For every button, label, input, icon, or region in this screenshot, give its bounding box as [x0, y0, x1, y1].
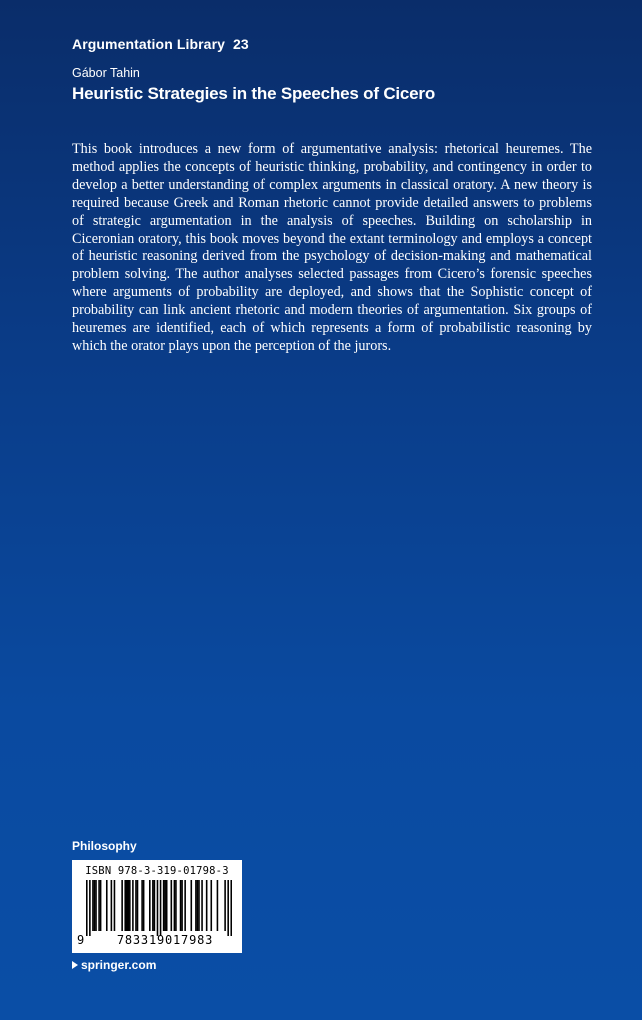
barcode-bar: [141, 880, 143, 931]
ean-first-digit: 9: [77, 933, 85, 947]
isbn-barcode: [72, 860, 242, 953]
barcode-bar: [191, 880, 193, 931]
barcode-bar: [157, 880, 159, 936]
barcode-bar: [154, 880, 156, 931]
publisher-label: springer.com: [81, 958, 157, 972]
barcode-bar: [195, 880, 197, 931]
author-name: Gábor Tahin: [72, 66, 140, 80]
barcode-bar: [111, 880, 113, 931]
barcode-bar: [89, 880, 91, 936]
barcode-bar: [152, 880, 154, 931]
barcode-bar: [129, 880, 131, 931]
barcode-bar: [206, 880, 208, 931]
barcode-bar: [121, 880, 123, 931]
barcode-bar: [98, 880, 100, 931]
barcode-bar: [166, 880, 168, 931]
barcode-bar: [184, 880, 186, 931]
series-name: Argumentation Library: [72, 36, 226, 52]
barcode-bar: [164, 880, 166, 931]
barcode-bar: [92, 880, 94, 931]
barcode-bar: [227, 880, 229, 936]
series-line: [72, 36, 249, 52]
barcode-bar: [160, 880, 162, 936]
barcode-bars: [86, 880, 232, 936]
barcode-bar: [174, 880, 176, 931]
barcode-bar: [149, 880, 151, 931]
book-title: Heuristic Strategies in the Speeches of Cicero: [72, 84, 436, 103]
barcode-bar: [201, 880, 203, 931]
barcode-bar: [124, 880, 126, 931]
barcode-bar: [224, 880, 226, 931]
barcode-bar: [106, 880, 108, 931]
publisher-link[interactable]: [72, 958, 156, 972]
barcode-bar: [127, 880, 129, 931]
barcode-bar: [94, 880, 96, 931]
barcode-bar: [198, 880, 200, 931]
barcode-bar: [95, 880, 97, 931]
barcode-bar: [86, 880, 88, 936]
barcode-bar: [210, 880, 212, 931]
barcode-bar: [217, 880, 219, 931]
barcode-bar: [171, 880, 173, 931]
barcode-bar: [180, 880, 182, 931]
triangle-arrow-icon: [72, 961, 78, 969]
barcode-bar: [175, 880, 177, 931]
barcode-bar: [197, 880, 199, 931]
barcode-bar: [181, 880, 183, 931]
barcode-bar: [137, 880, 139, 931]
isbn-label: ISBN 978-3-319-01798-3: [85, 865, 229, 877]
ean-digits: 783319017983: [116, 933, 214, 947]
barcode-bar: [100, 880, 102, 931]
barcode-bar: [132, 880, 134, 931]
series-number: 23: [233, 36, 249, 52]
subject-category: Philosophy: [72, 839, 137, 853]
barcode-bar: [143, 880, 145, 931]
barcode-bar: [163, 880, 165, 931]
book-description: This book introduces a new form of argumentative analysis: rhetorical heuremes. The method applies the concepts of heuristic thinking, probability, and contingency in order to develop a better understanding of complex arguments in classical oratory. A new theory is required because Greek and Roman rhetoric cannot provide detailed answers to problems of strategic argumentation in the analysis of speeches. Building on scholarship in Ciceronian oratory, this book moves beyond the extant terminology and employs a concept of heuristic reasoning derived from the psychology of decision-making and mathematical problem solving. The author analyses selected passages from Cicero’s forensic speeches where arguments of probability are deployed, and shows that the Sophistic concept of probability can link ancient rhetoric and modern theories of argumentation. Six groups of heuremes are identified, each of which represents a form of probabilistic reasoning by which the orator plays upon the perception of the jurors.: [72, 141, 592, 354]
barcode-bar: [135, 880, 137, 931]
barcode-bar: [230, 880, 232, 936]
barcode-bar: [126, 880, 128, 931]
barcode-bar: [114, 880, 116, 931]
